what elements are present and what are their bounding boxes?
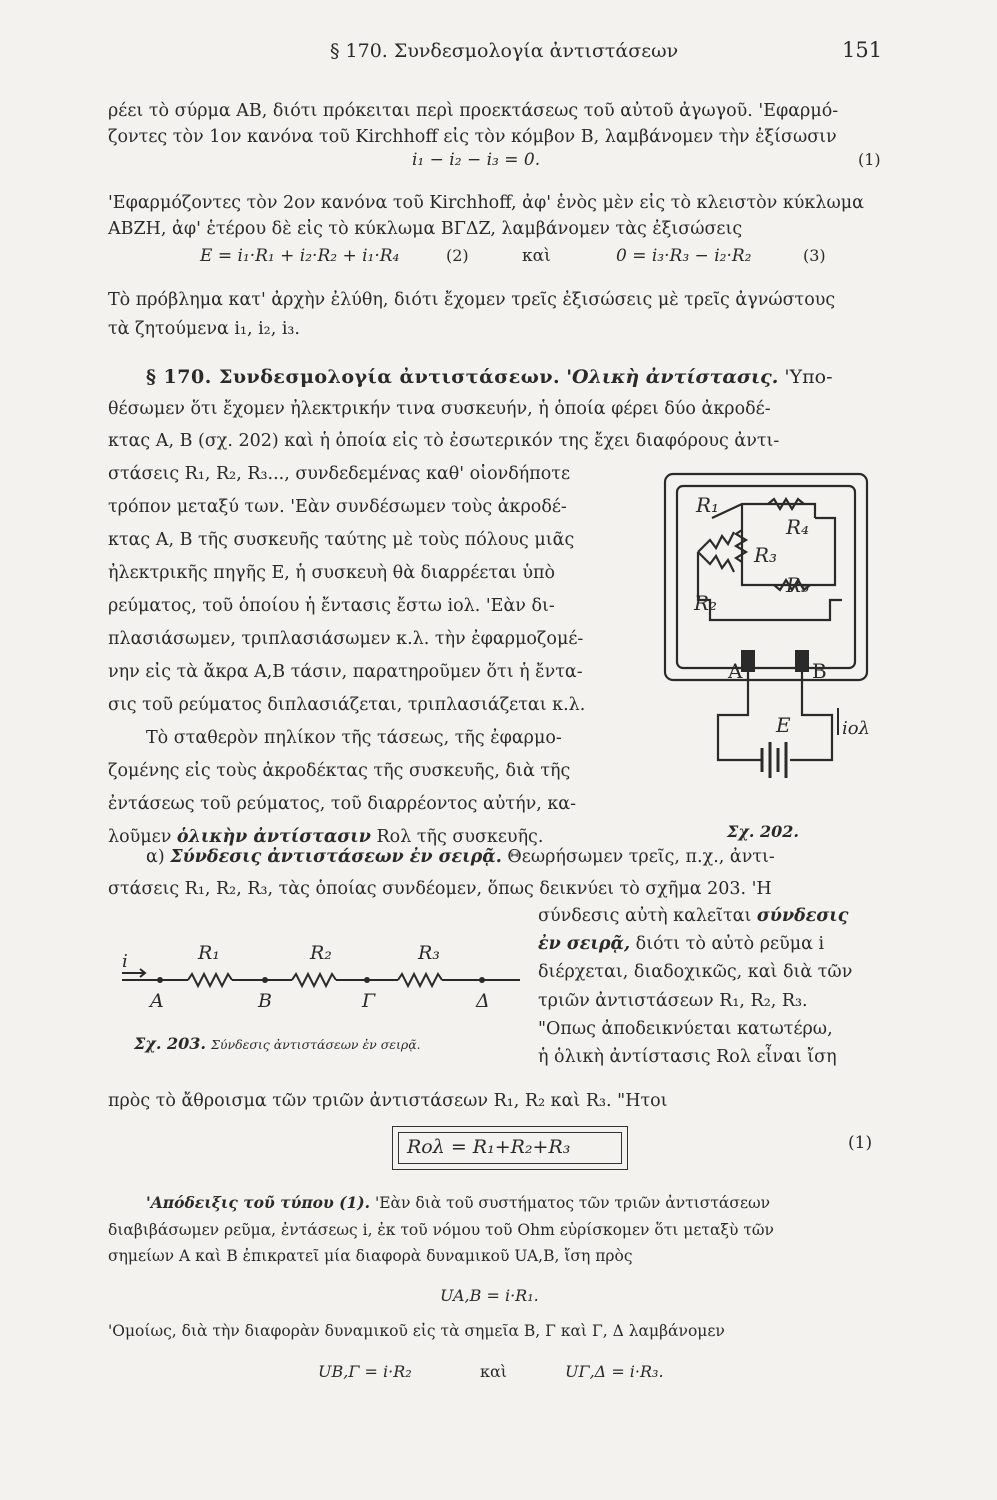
text-line: τρόπον μεταξύ των. 'Εὰν συνδέσωμεν τοὺς ἀκροδέ- [108, 497, 567, 517]
equation: 0 = i₃·R₃ − i₂·R₂ [616, 246, 752, 266]
battery-symbol [762, 742, 786, 778]
label-r4: R₄ [786, 515, 810, 539]
terminal-a [741, 650, 755, 672]
text-line: 'Ομοίως, διὰ τὴν διαφορὰν δυναμικοῦ εἰς τὰ σημεῖα B, Γ καὶ Γ, Δ λαμβάνομεν [108, 1322, 725, 1340]
equation: UB,Γ = i·R₂ [318, 1362, 412, 1381]
label-current: iολ [842, 718, 871, 739]
text-line: ρεύματος, τοῦ ὁποίου ἡ ἔντασις ἔστω iολ. 'Εὰν δι- [108, 596, 555, 616]
text-line: κτας A, B (σχ. 202) καὶ ἡ ὁποία εἰς τὸ ἐσωτερικόν της ἔχει διαφόρους ἀντι- [108, 431, 780, 451]
section-heading-line [146, 366, 833, 388]
proof-heading: 'Απόδειξις τοῦ τύπου (1). [146, 1193, 371, 1212]
text-line: 'Εφαρμόζοντες τὸν 2ον κανόνα τοῦ Kirchhoff, ἀφ' ἑνὸς μὲν εἰς τὸ κλειστὸν κύκλωμα [108, 193, 864, 213]
figure-203-caption [134, 1034, 421, 1053]
equation-number: (1) [858, 150, 881, 169]
label-g: Γ [362, 990, 376, 1012]
text-line [108, 826, 543, 848]
term-total-resistance: ὁλικὴν ἀντίστασιν [176, 827, 371, 847]
text-line [538, 905, 848, 927]
text-line: ABZH, ἀφ' ἑτέρου δὲ εἰς τὸ κύκλωμα BΓΔZ, λαμβάνομεν τὰς ἐξισώσεις [108, 219, 743, 239]
equation-conjunction: καὶ [480, 1362, 508, 1381]
text-line: σις τοῦ ρεύματος διπλασιάζεται, τριπλασιάζεται κ.λ. [108, 695, 586, 715]
text-line: κτας A, B τῆς συσκευῆς ταύτης μὲ τοὺς πόλους μιᾶς [108, 530, 575, 550]
node-a [157, 977, 163, 983]
figure-203-text: Σύνδεσις ἀντιστάσεων ἐν σειρᾷ. [211, 1037, 421, 1052]
terminal-b [795, 650, 809, 672]
text-line: Τὸ πρόβλημα κατ' ἀρχὴν ἐλύθη, διότι ἔχομεν τρεῖς ἐξισώσεις μὲ τρεῖς ἀγνώστους [108, 290, 836, 310]
list-label: α) [146, 847, 165, 867]
text-line: ζοντες τὸν 1ον κανόνα τοῦ Kirchhoff εἰς τὸν κόμβον B, λαμβάνομεν τὴν ἐξίσωσιν [108, 127, 837, 147]
section-heading: § 170. Συνδεσμολογία ἀντιστάσεων. [146, 366, 561, 388]
equation-number: (3) [803, 246, 826, 265]
formula-number: (1) [848, 1133, 873, 1153]
running-header [0, 38, 997, 68]
label-r2: R₂ [310, 942, 332, 964]
text-line: ρέει τὸ σύρμα AB, διότι πρόκειται περὶ προεκτάσεως τοῦ αὐτοῦ ἀγωγοῦ. 'Εφαρμό- [108, 101, 839, 121]
equation: UA,B = i·R₁. [440, 1286, 539, 1305]
label-r1: R₁ [198, 942, 220, 964]
node-g [364, 977, 370, 983]
text-fragment: Θεωρήσωμεν τρεῖς, π.χ., ἀντι- [507, 847, 775, 867]
label-b: B [812, 659, 827, 683]
text-line: τὰ ζητούμενα i₁, i₂, i₃. [108, 319, 300, 339]
equation: UΓ,Δ = i·R₃. [565, 1362, 664, 1381]
text-fragment: Rολ τῆς συσκευῆς. [376, 827, 544, 847]
figure-202-caption: Σχ. 202. [727, 822, 799, 841]
text-line: ζομένης εἰς τοὺς ἀκροδέκτας τῆς συσκευῆς, διὰ τῆς [108, 761, 571, 781]
equation: i₁ − i₂ − i₃ = 0. [412, 150, 541, 170]
label-a: A [150, 990, 164, 1012]
text-line [538, 933, 824, 955]
text-line: στάσεις R₁, R₂, R₃, τὰς ὁποίας συνδέομεν, ὅπως δεικνύει τὸ σχῆμα 203. 'H [108, 879, 772, 899]
text-line [146, 846, 775, 868]
label-r2: R₂ [694, 591, 718, 615]
text-fragment: 'Υπο- [784, 366, 833, 388]
text-line: "Οπως ἀποδεικνύεται κατωτέρω, [538, 1019, 833, 1039]
text-line: σημείων A καὶ B ἐπικρατεῖ μία διαφορὰ δυναμικοῦ UA,B, ἴση πρὸς [108, 1247, 633, 1265]
label-e: E [776, 713, 791, 737]
text-fragment: διότι τὸ αὐτὸ ρεῦμα i [635, 934, 825, 954]
label-r3: R₃ [754, 543, 778, 567]
text-line: διαβιβάσωμεν ρεῦμα, ἐντάσεως i, ἐκ τοῦ νόμου τοῦ Ohm εὑρίσκομεν ὅτι μεταξὺ τῶν [108, 1221, 774, 1239]
label-i: i [122, 951, 128, 972]
formula-box [392, 1126, 628, 1170]
text-line: νην εἰς τὰ ἄκρα A,B τάσιν, παρατηροῦμεν ὅτι ἡ ἔντα- [108, 662, 583, 682]
equation: E = i₁·R₁ + i₂·R₂ + i₁·R₄ [200, 246, 400, 266]
text-line: διέρχεται, διαδοχικῶς, καὶ διὰ τῶν [538, 962, 853, 982]
node-d [479, 977, 485, 983]
text-line: ἡ ὁλικὴ ἀντίστασις Rολ εἶναι ἴση [538, 1047, 837, 1067]
section-subheading: 'Ολικὴ ἀντίστασις. [566, 366, 779, 388]
text-line: ἠλεκτρικῆς πηγῆς E, ἡ συσκευὴ θὰ διαρρέεται ὑπὸ [108, 563, 556, 583]
text-line: πλασιάσωμεν, τριπλασιάσωμεν κ.λ. τὴν ἐφαρμοζομέ- [108, 629, 584, 649]
label-r3: R₃ [418, 942, 440, 964]
figure-203-number: Σχ. 203. [134, 1034, 206, 1053]
text-fragment: 'Εὰν διὰ τοῦ συστήματος τῶν τριῶν ἀντιστάσεων [374, 1194, 771, 1212]
label-b: B [258, 990, 272, 1012]
text-fragment: λοῦμεν [108, 827, 172, 847]
text-fragment: σύνδεσις αὐτὴ καλεῖται [538, 906, 752, 926]
term-series: σύνδεσις [756, 906, 849, 926]
node-b [262, 977, 268, 983]
term-in-series: ἐν σειρᾷ, [538, 934, 631, 954]
text-line: τριῶν ἀντιστάσεων R₁, R₂, R₃. [538, 991, 808, 1011]
figure-203-series-circuit [110, 935, 530, 1035]
text-line: Τὸ σταθερὸν πηλίκον τῆς τάσεως, τῆς ἐφαρμο- [146, 728, 562, 748]
total-resistance-formula: Rολ = R₁+R₂+R₃ [407, 1136, 571, 1158]
label-d: Δ [476, 990, 490, 1012]
label-r1: R₁ [696, 493, 720, 517]
text-line: ἐντάσεως τοῦ ρεύματος, τοῦ διαρρέοντος αὐτήν, κα- [108, 794, 577, 814]
figure-202-circuit [650, 470, 880, 800]
label-a: A [728, 659, 743, 683]
label-r5: R₅ [786, 573, 810, 597]
text-line: πρὸς τὸ ἄθροισμα τῶν τριῶν ἀντιστάσεων R₁, R₂ καὶ R₃. "Ητοι [108, 1091, 668, 1111]
text-line: στάσεις R₁, R₂, R₃..., συνδεδεμένας καθ' οἱονδήποτε [108, 464, 571, 484]
equation-number: (2) [446, 246, 469, 265]
series-heading: Σύνδεσις ἀντιστάσεων ἐν σειρᾷ. [170, 847, 502, 867]
page-number: 151 [842, 38, 883, 62]
equation-conjunction: καὶ [522, 246, 551, 266]
text-line [146, 1192, 770, 1214]
header-title: § 170. Συνδεσμολογία ἀντιστάσεων [330, 40, 679, 62]
text-line: θέσωμεν ὅτι ἔχομεν ἠλεκτρικήν τινα συσκευήν, ἡ ὁποία φέρει δύο ἀκροδέ- [108, 399, 771, 419]
